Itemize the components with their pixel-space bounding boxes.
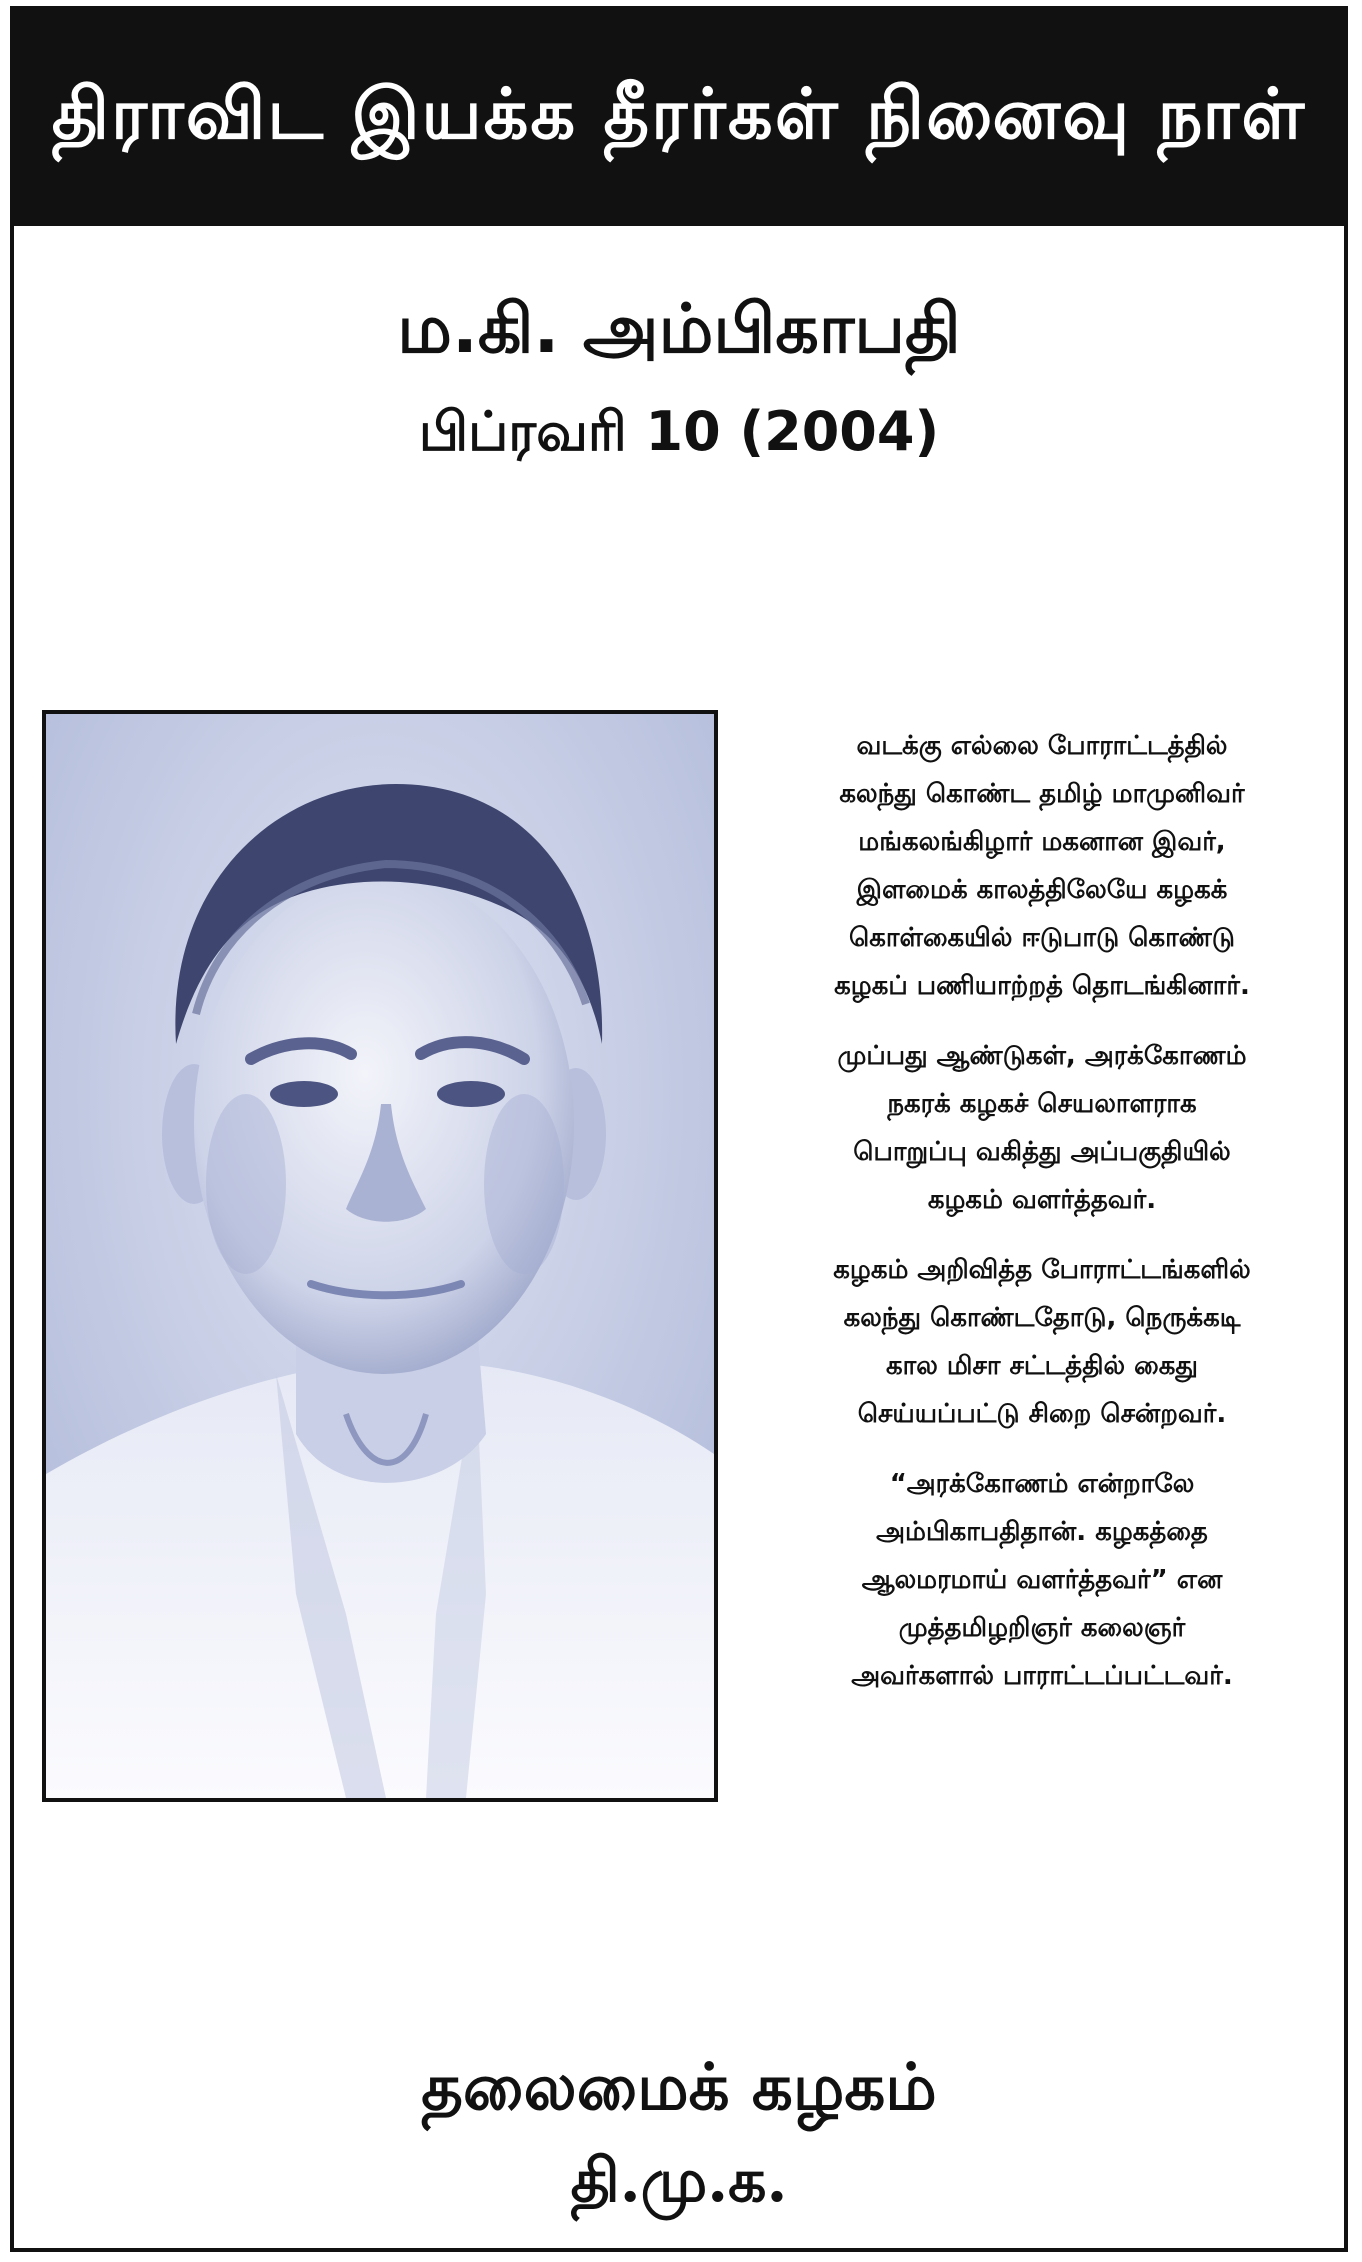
bio-line: இளமைக் காலத்திலேயே கழகக்: [856, 875, 1228, 905]
bio-line: “அரக்கோணம் என்றாலே: [889, 1469, 1195, 1499]
biography: [742, 722, 1342, 1722]
bio-line: கழகப் பணியாற்றத் தொடங்கினார்.: [834, 971, 1250, 1001]
bio-line: அவர்களால் பாராட்டப்பட்டவர்.: [851, 1661, 1233, 1691]
bio-paragraph-1: [742, 722, 1342, 1010]
bio-line: கலந்து கொண்டதோடு, நெருக்கடி: [843, 1303, 1241, 1333]
bio-line: கால மிசா சட்டத்தில் கைது: [886, 1351, 1198, 1381]
bio-line: பொறுப்பு வகித்து அப்பகுதியில்: [853, 1137, 1231, 1167]
footer-organization: தலைமைக் கழகம்: [421, 2050, 937, 2125]
bio-line: கழகம் வளர்த்தவர்.: [927, 1185, 1157, 1215]
bio-line: முத்தமிழறிஞர் கலைஞர்: [898, 1613, 1186, 1643]
bio-line: செய்யப்பட்டு சிறை சென்றவர்.: [857, 1399, 1227, 1429]
bio-paragraph-4: [742, 1460, 1342, 1700]
bio-line: வடக்கு எல்லை போராட்டத்தில்: [856, 731, 1228, 761]
bio-line: கழகம் அறிவித்த போராட்டங்களில்: [833, 1255, 1251, 1285]
bio-line: கலந்து கொண்ட தமிழ் மாமுனிவர்: [839, 779, 1245, 809]
bio-line: மங்கலங்கிழார் மகனான இவர்,: [858, 827, 1226, 857]
bio-line: முப்பது ஆண்டுகள், அரக்கோணம்: [837, 1041, 1247, 1071]
bio-paragraph-2: [742, 1032, 1342, 1224]
portrait-photo: [42, 710, 718, 1802]
header-banner: [14, 10, 1344, 226]
person-name: ம.கி. அம்பிகாபதி: [397, 290, 961, 369]
bio-line: நகரக் கழகச் செயலாளராக: [887, 1089, 1197, 1119]
portrait-illustration: [46, 714, 714, 1798]
tribute-card: [10, 6, 1348, 2252]
bio-line: அம்பிகாபதிதான். கழகத்தை: [876, 1517, 1208, 1547]
bio-line: ஆலமரமாய் வளர்த்தவர்” என: [861, 1565, 1223, 1595]
banner-title: திராவிட இயக்க தீரர்கள் நினைவு நாள்: [51, 72, 1307, 155]
bio-paragraph-3: [742, 1246, 1342, 1438]
memorial-date: பிப்ரவரி 10 (2004): [418, 400, 940, 463]
bio-line: கொள்கையில் ஈடுபாடு கொண்டு: [849, 923, 1235, 953]
footer-party: தி.மு.க.: [570, 2146, 788, 2216]
